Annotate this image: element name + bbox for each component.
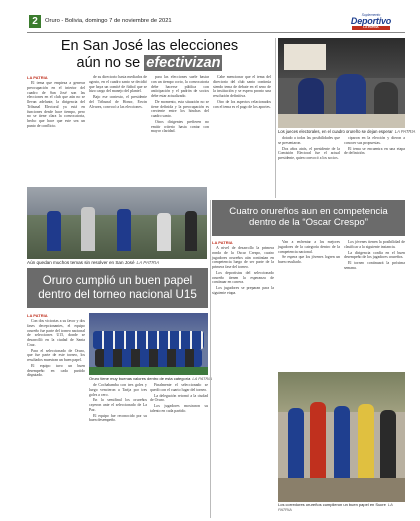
person-figure	[374, 82, 398, 118]
story3-col2: ciparon en la elección y dieron a conocer sus propuestas. El tema se encuentra en una etapa de definición.	[344, 136, 405, 156]
story1-col1: El tema que empieza a generar preocupación en el interior del cuadro de San José son las elecciones en el club que aún no se llevan adelante, la dirigencia del Tribunal Electoral ya está en funciones desde hace tiempo, pero no se tiene clara la convocatoria, hecho que hace que este sea un punto de conflicto.	[27, 81, 85, 128]
story4-col1: A nivel de desarrollo la primera ronda de la Oscar Crespo, cuatro jugadores orureños aún continúan en competencia luego de ser parte de la primera fase del torneo. Los deportistas del seleccionado orureño tienen la esperanza de continuar en carrera. Los jugadores se preparan para la siguiente etapa.	[212, 246, 274, 295]
story3-caption	[278, 129, 416, 134]
story4-headline-line1: Cuatro orureños aun en competencia	[229, 206, 388, 217]
story1-caption-text: Aún quedan muchos temas sin resolver en San José	[27, 260, 135, 265]
team-row-front	[95, 349, 202, 367]
player-figure	[81, 207, 95, 251]
story4-headline-line2: dentro de la “Oscar Crespo”	[249, 217, 368, 228]
ground	[89, 367, 208, 375]
story2-headline	[27, 268, 208, 308]
story1-headline-line2	[27, 55, 272, 72]
story4-col3: Los jóvenes tienen la posibilidad de clasificar a la siguiente instancia. La dirigencia confía en el buen desempeño de los jugadores orureños. El torneo continuará la próxima semana.	[344, 240, 405, 270]
runner-figure	[288, 408, 304, 478]
story1-caption	[27, 260, 217, 265]
page-header	[0, 13, 420, 31]
story4-caption-credit: LA PATRIA	[278, 502, 393, 512]
player-figure	[47, 211, 61, 251]
player-figure	[185, 211, 197, 251]
story2-headline-line1: Oruro cumplió un buen papel	[42, 274, 193, 287]
story3-caption-text: Los jueces electorales, en el cuadro orureño se dejan esperar	[278, 129, 393, 134]
runner-figure	[358, 404, 374, 478]
player-figure	[117, 209, 131, 251]
logo-sub-text: LA PATRIA	[352, 26, 390, 30]
story2-headline-line2: dentro del torneo nacional U15	[38, 288, 197, 301]
runner-figure	[310, 402, 326, 478]
dateline: Oruro - Bolivia, domingo 7 de noviembre de 2021	[45, 18, 172, 24]
story4-caption-text: Los corredores orureños cumplieron un buen papel en Sucre	[278, 502, 386, 507]
story4-caption	[278, 503, 405, 512]
story1-kicker: LA PATRIA	[27, 75, 48, 80]
story1-col3: para las elecciones suele bastar con un tiempo corto, la convocatoria debe hacerse pública con anticipación y el padrón de socios debe estar actualizado. De momento, esta situación no se tiene definida y la preocupación es creciente entre los hinchas del cuadro santo. Otros dirigentes prefieren no emitir criterio hasta contar con mayor claridad.	[151, 75, 209, 134]
story1-headline	[27, 38, 272, 72]
story1-photo	[27, 187, 207, 259]
team-row-back	[93, 331, 204, 349]
story2-col1: Con dos victorias a su favor y dos fases decepcionantes, el equipo orureño fue parte del torneo nacional de selecciones U15, donde se desarrolló en la ciudad de Santa Cruz. Para el seleccionado de Oruro, que fue parte de este torneo, los resultados muestran un buen papel. El equipo tuvo un buen desempeño en cada partido disputado.	[27, 319, 85, 378]
story4-kicker: LA PATRIA	[212, 240, 233, 245]
story4-col2: Van a enfrentar a los mejores jugadores de la categoría dentro de la competencia nacional. Se espera que los jóvenes logren un buen resultado.	[278, 240, 340, 264]
header-rule	[27, 32, 405, 33]
story2-photo	[89, 313, 208, 375]
story1-col4: Cabe mencionar que el tema del directorio del club santo continúa siendo tema de debate en el seno de la institución y se espera pronto una resolución definitiva. Otro de los aspectos relacionados con el tema es el pago de los aportes.	[213, 75, 271, 109]
story2-caption-credit: LA PATRIA	[192, 376, 213, 381]
page-number: 2	[29, 15, 41, 28]
story3-col1: dotado a todas las posibilidades que se presentaron. Dos años atrás, el presidente de la Comisión Electoral fue el actual presidente, quien convocó a los socios.	[278, 136, 340, 160]
story1-caption-credit: LA PATRIA	[136, 260, 160, 265]
runner-figure	[334, 406, 350, 478]
logo-top-text: Suplemento	[361, 13, 381, 17]
person-figure	[298, 78, 324, 118]
story2-caption	[89, 376, 213, 381]
story1-col2: de su directorio hasta mediados de agosto, en el cuadro santo se decidió que haya un comité de fútbol que se hizo cargo del manejo del plantel. Bajo ese contexto, el presidente del Tribunal de Honor, Erwin Alvarez, convocó a las elecciones.	[89, 75, 147, 109]
ground	[278, 478, 405, 502]
banner	[284, 44, 326, 70]
story1-headline-line2a: aún no se	[76, 55, 145, 71]
story1-headline-line1: En San José las elecciones	[60, 38, 239, 54]
runner-figure	[380, 410, 396, 478]
column-divider	[210, 200, 211, 518]
supplement-logo	[340, 13, 402, 31]
story1-headline-highlight: efectivizan	[146, 55, 221, 71]
story3-photo	[278, 38, 405, 128]
story4-photo	[278, 372, 405, 502]
story2-col2: de Cochabamba con tres goles y luego vencieron a Tarija por tres goles a cero. En la semifinal los orureños cayeron ante el seleccionado de La Paz. El equipo fue reconocido por su buen desempeño.	[89, 383, 147, 423]
logo-main-text: Deportivo	[350, 16, 392, 26]
person-figure	[336, 74, 366, 118]
column-divider	[275, 38, 276, 198]
table	[278, 114, 405, 128]
story2-col3: Finalmente el seleccionado se quedó con el cuarto lugar del torneo. La delegación retornó a la ciudad de Oruro. Los jugadores mostraron su talento en cada partido.	[150, 383, 208, 413]
player-figure	[157, 213, 171, 251]
story3-caption-credit: LA PATRIA	[394, 129, 416, 134]
story2-caption-text: Oruro tiene muy buenas valores dentro de esta categoría	[89, 376, 191, 381]
story2-kicker: LA PATRIA	[27, 313, 48, 318]
story4-headline	[212, 200, 405, 236]
